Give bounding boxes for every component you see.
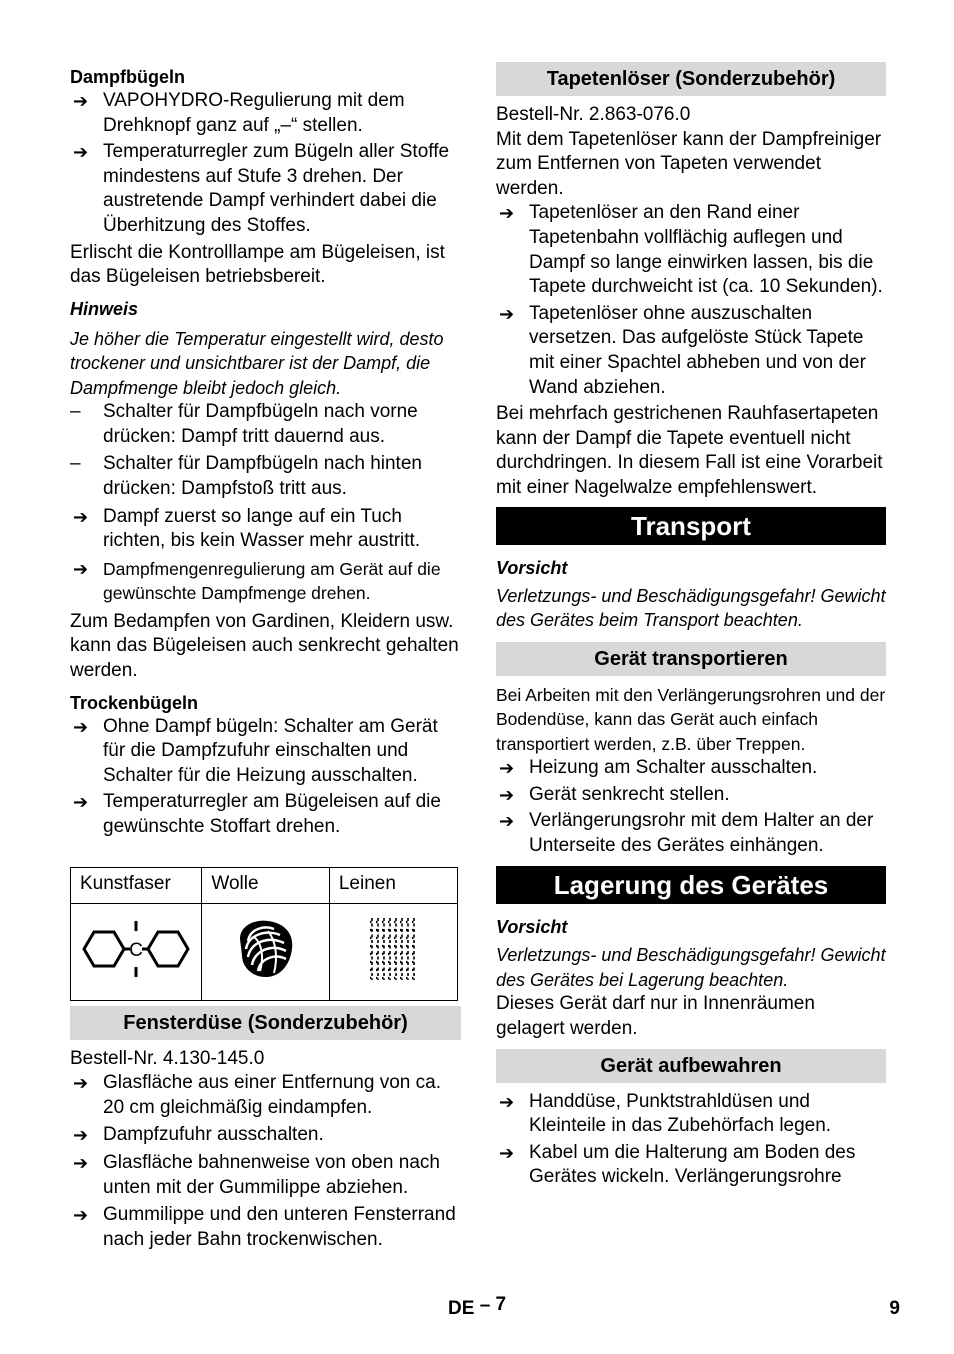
arrow-icon: ➔ [499,1091,515,1112]
paragraph: Mit dem Tapetenlöser kann der Dampfreiniger zum Entfernen von Tapeten verwendet werden. [496,128,882,199]
left-column [70,62,462,1252]
note-heading-hinweis: Hinweis [70,298,139,319]
arrow-icon: ➔ [73,792,89,813]
warning-text: Verletzungs- und Beschädigungsgefahr! Gewicht des Gerätes beim Transport beachten. [496,585,886,630]
paragraph: Dieses Gerät darf nur in Innenräumen gelagert werden. [496,993,815,1039]
chapter-heading-lagerung: Lagerung des Gerätes [496,866,886,904]
warning-heading: Vorsicht [496,917,568,938]
list-item: ➔ Temperaturregler am Bügeleisen auf die gewünschte Stoffart drehen. [73,791,441,837]
paragraph: Bei mehrfach gestrichenen Rauhfasertapeten kann der Dampf die Tapete eventuell nicht durchdringen. In diesem Fall ist eine Vorarbeit mit einer Nagelwalze empfehlenswert. [496,403,883,498]
list-item: ➔ Glasfläche aus einer Entfernung von ca. 20 cm gleichmäßig eindampfen. [73,1072,441,1118]
tapeten-steps-list [496,201,886,400]
transport-steps-list [496,756,886,858]
arrow-icon: ➔ [73,91,89,111]
arrow-icon: ➔ [73,506,89,527]
section-heading-tapetenloeser: Tapetenlöser (Sonderzubehör) [496,62,886,96]
list-item: – Schalter für Dampfbügeln nach vorne drücken: Dampf tritt dauernd aus. [70,401,418,447]
arrow-icon: ➔ [73,558,89,579]
list-item: ➔ Kabel um die Halterung am Boden des Gerätes wickeln. Verlängerungsrohre [499,1141,856,1188]
list-item: ➔ Dampfzufuhr ausschalten. [70,1123,462,1148]
list-item: ➔ Temperaturregler zum Bügeln aller Stoffe mindestens auf Stufe 3 drehen. Der austretende Dampf verhindert dabei die Überhitzung des Stoffes. [73,141,450,236]
list-item: ➔ VAPOHYDRO-Regulierung mit dem Drehknopf ganz auf „–“ stellen. [73,90,405,136]
warning-text: Verletzungs- und Beschädigungsgefahr! Gewicht des Gerätes bei Lagerung beachten. [496,945,886,990]
list-item: ➔ Heizung am Schalter ausschalten. [496,756,886,781]
paragraph: Bei Arbeiten mit den Verlängerungsrohren und der Bodendüse, kann das Gerät auch einfach transportiert werden, z.B. über Treppen. [496,684,886,754]
list-item: ➔ Ohne Dampf bügeln: Schalter am Gerät für die Dampfzufuhr einschalten und Schalter für die Heizung ausschalten. [73,715,438,786]
arrow-icon: ➔ [73,1073,89,1094]
fabric-label: Kunstfaser [71,867,202,903]
fabric-label: Wolle [202,867,329,903]
list-item: – Schalter für Dampfbügeln nach hinten drücken: Dampfstoß tritt aus. [70,453,422,500]
order-number: Bestell-Nr. 4.130-145.0 [70,1047,265,1069]
fabric-table [70,867,458,1001]
arrow-icon: ➔ [499,784,515,805]
linen-icon [329,903,457,1000]
list-item: ➔ Gerät senkrecht stellen. [496,783,886,808]
fenster-steps-list [70,1071,462,1252]
aufbewahren-steps-list [496,1090,886,1190]
section-heading-geraet-transportieren: Gerät transportieren [496,642,886,676]
paragraph: Zum Bedampfen von Gardinen, Kleidern usw. kann das Bügeleisen auch senkrecht gehalten werden. [70,610,459,681]
dampf-steps-list [70,89,462,239]
dash-marker: – [70,401,81,423]
fabric-label: Leinen [329,867,457,903]
order-number: Bestell-Nr. 2.863-076.0 [496,104,691,125]
wool-icon [202,903,329,1000]
note-text: Je höher die Temperatur eingestellt wird, desto trockener und unsichtbarer ist der Dampf, die Dampfmenge bleibt jedoch gleich. [70,328,444,398]
footer-language-page [448,1294,507,1320]
arrow-icon: ➔ [73,1205,89,1226]
steam-arrow-list [70,505,462,606]
list-item: ➔ Tapetenlöser an den Rand einer Tapetenbahn vollflächig auflegen und Dampf so lange einwirken lassen, bis die Tapete durchweicht ist (ca. 10 Sekunden). [499,202,883,298]
synthetic-fiber-icon [71,903,202,1000]
right-column [496,62,886,1190]
carbon-letter: C [129,940,144,962]
section-heading-trockenbuegeln: Trockenbügeln [70,692,199,713]
section-heading-dampfbuegeln: Dampfbügeln [70,67,185,87]
list-item: ➔ Gummilippe und den unteren Fensterrand nach jeder Bahn trockenwischen. [73,1204,456,1250]
arrow-icon: ➔ [73,1125,89,1146]
list-item: ➔ Dampf zuerst so lange auf ein Tuch richten, bis kein Wasser mehr austritt. [73,505,421,552]
list-item: ➔ Dampfmengenregulierung am Gerät auf die gewünschte Dampfmenge drehen. [73,558,441,604]
page-number: 9 [889,1298,900,1319]
arrow-icon: ➔ [73,1152,89,1173]
arrow-icon: ➔ [499,303,515,324]
section-heading-fensterduese: Fensterdüse (Sonderzubehör) [70,1006,461,1040]
arrow-icon: ➔ [73,142,89,163]
paragraph: Erlischt die Kontrolllampe am Bügeleisen, ist das Bügeleisen betriebsbereit. [70,241,445,288]
list-item: ➔ Glasfläche bahnenweise von oben nach unten mit der Gummilippe abziehen. [73,1151,440,1198]
list-item: ➔ Handdüse, Punktstrahldüsen und Kleinteile in das Zubehörfach legen. [499,1090,832,1137]
switch-dash-list [70,400,462,501]
footer-separator: – [479,1295,491,1316]
trocken-steps-list [70,715,462,840]
warning-heading: Vorsicht [496,557,568,578]
arrow-icon: ➔ [499,758,515,778]
arrow-icon: ➔ [499,203,515,224]
arrow-icon: ➔ [499,1142,515,1163]
list-item: ➔ Tapetenlöser ohne auszuschalten versetzen. Das aufgelöste Stück Tapete mit einer Spachtel abheben und von der Wand abziehen. [499,302,866,398]
language-code: DE [448,1298,475,1319]
dash-marker: – [70,453,81,475]
arrow-icon: ➔ [499,811,515,832]
chapter-heading-transport: Transport [496,507,886,545]
arrow-icon: ➔ [73,716,89,737]
list-item: ➔ Verlängerungsrohr mit dem Halter an der Unterseite des Gerätes einhängen. [499,810,874,856]
section-heading-geraet-aufbewahren: Gerät aufbewahren [496,1049,886,1083]
local-page-number: 7 [495,1294,507,1315]
